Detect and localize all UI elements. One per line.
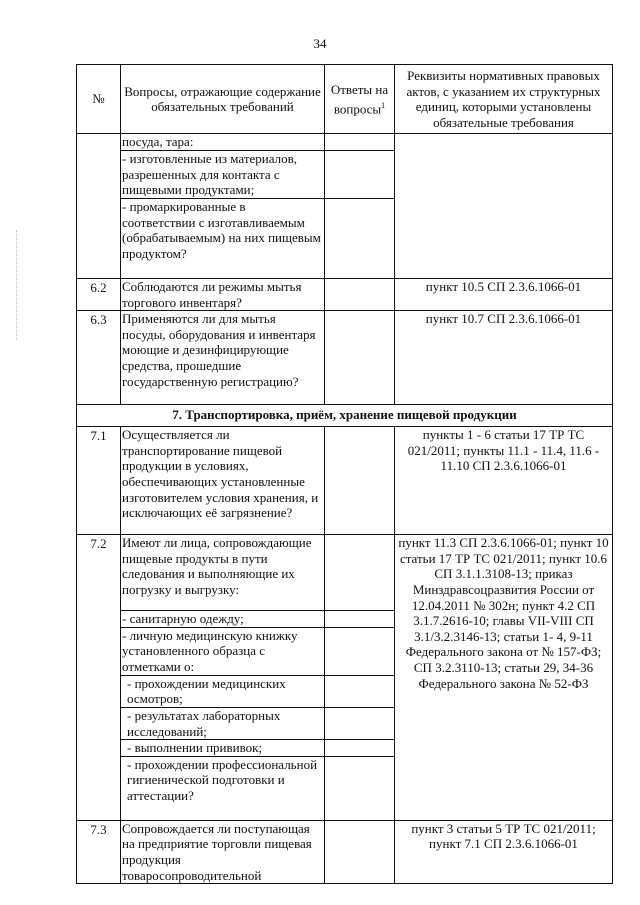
question-cell: Соблюдаются ли режимы мытья торгового инвентаря? (121, 278, 325, 310)
header-answers-label: Ответы на вопросы (330, 81, 389, 116)
table-row (77, 535, 613, 611)
answer-cell (325, 278, 395, 310)
table-row (77, 427, 613, 535)
header-num: № (77, 65, 121, 134)
row-number: 7.3 (77, 820, 121, 883)
question-cell: - результатах лабораторных исследований; (121, 707, 325, 739)
question-cell: Осуществляется ли транспортирование пищевой продукции в условиях, обеспечивающих установленные изготовителем условия хранения, и исключающих её загрязнение? (121, 427, 325, 535)
question-cell: Применяются ли для мытья посуды, оборудования и инвентаря моющие и дезинфицирующие средства, прошедшие государственную регистрацию? (121, 311, 325, 405)
requisites-cell: пункты 1 - 6 статьи 17 ТР ТС 021/2011; пункты 11.1 - 11.4, 11.6 - 11.10 СП 2.3.6.1066-01 (395, 427, 613, 535)
question-cell: Имеют ли лица, сопровождающие пищевые продукты в пути следования и выполняющие их погрузку и выгрузку: (121, 535, 325, 611)
question-cell: - выполнении прививок; (121, 740, 325, 757)
answer-cell (325, 707, 395, 739)
requisites-cell: пункт 11.3 СП 2.3.6.1066-01; пункт 10 статьи 17 ТР ТС 021/2011; пункт 10.6 СП 3.1.1.3108-13; приказ Минздравсоцразвития России от 12.04.2011 № 302н; пункт 4.2 СП 3.1.7.2616-10; главы VII-VIII СП 3.1/3.2.3146-13; статьи 1- 4, 9-11 Федерального закона от № 157-ФЗ; СП 3.2.3110-13; статьи 29, 34-36 Федерального закона № 52-ФЗ (395, 535, 613, 821)
header-questions: Вопросы, отражающие содержание обязательных требований (121, 65, 325, 134)
requirements-table (76, 64, 613, 884)
row-number-cell (77, 134, 121, 279)
answer-cell (325, 150, 395, 198)
answer-cell (325, 675, 395, 707)
header-answers-footnote: 1 (381, 100, 386, 110)
answer-cell (325, 134, 395, 151)
scan-margin-mark (16, 230, 18, 340)
answer-cell (325, 311, 395, 405)
requisites-cell (395, 134, 613, 279)
answer-cell (325, 198, 395, 278)
question-cell: - личную медицинскую книжку установленного образца с отметками о: (121, 627, 325, 675)
section-title: 7. Транспортировка, приём, хранение пищевой продукции (77, 405, 613, 427)
requisites-cell: пункт 3 статьи 5 ТР ТС 021/2011; пункт 7.1 СП 2.3.6.1066-01 (395, 820, 613, 883)
answer-cell (325, 740, 395, 757)
header-requisites: Реквизиты нормативных правовых актов, с указанием их структурных единиц, которыми установлены обязательные требования (395, 65, 613, 134)
question-cell: - промаркированные в соответствии с изготавливаемым (обрабатываемым) на них пищевым продуктом? (121, 198, 325, 278)
question-cell: Сопровождается ли поступающая на предприятие торговли пищевая продукция товаросопроводительной (121, 820, 325, 883)
answer-cell (325, 535, 395, 611)
answer-cell (325, 611, 395, 628)
answer-cell (325, 427, 395, 535)
table-row (77, 311, 613, 405)
table-row (77, 820, 613, 883)
section-header-row (77, 405, 613, 427)
page-number: 34 (313, 36, 327, 51)
row-number: 6.2 (77, 278, 121, 310)
question-cell: - санитарную одежду; (121, 611, 325, 628)
row-number: 7.1 (77, 427, 121, 535)
answer-cell (325, 756, 395, 820)
header-answers (325, 65, 395, 134)
question-cell: - изготовленные из материалов, разрешенных для контакта с пищевыми продуктами; (121, 150, 325, 198)
question-cell: - прохождении профессиональной гигиенической подготовки и аттестации? (121, 756, 325, 820)
question-cell: - прохождении медицинских осмотров; (121, 675, 325, 707)
answer-cell (325, 627, 395, 675)
table-row (77, 278, 613, 310)
table-row (77, 134, 613, 151)
requisites-cell: пункт 10.5 СП 2.3.6.1066-01 (395, 278, 613, 310)
row-number: 6.3 (77, 311, 121, 405)
table-header-row (77, 65, 613, 134)
question-cell: посуда, тара: (121, 134, 325, 151)
requisites-cell: пункт 10.7 СП 2.3.6.1066-01 (395, 311, 613, 405)
answer-cell (325, 820, 395, 883)
row-number: 7.2 (77, 535, 121, 821)
